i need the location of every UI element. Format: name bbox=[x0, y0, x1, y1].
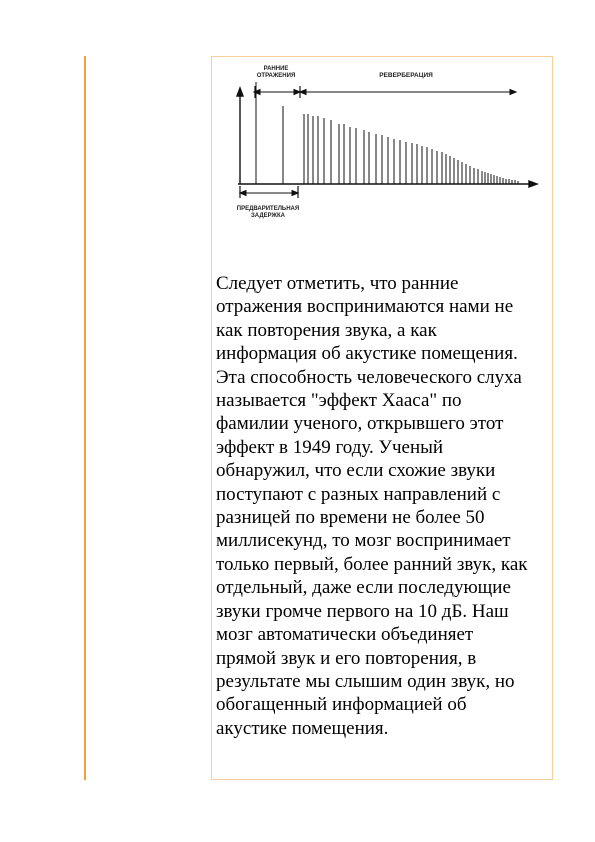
label-predelay-1: ПРЕДВАРИТЕЛЬНАЯ bbox=[236, 206, 300, 212]
article-line: акустике помещения. bbox=[216, 717, 389, 739]
article-line: разницей по времени не более 50 bbox=[216, 507, 485, 529]
article-line: фамилии ученого, открывшего этот bbox=[216, 413, 504, 435]
article-line: обогащенный информацией об bbox=[216, 694, 467, 716]
article-line: прямой звук и его повторения, в bbox=[216, 647, 477, 669]
left-accent-rule bbox=[84, 56, 86, 780]
label-early-reflections-1: РАННИЕ bbox=[263, 66, 289, 72]
article-line: эффект в 1949 году. Ученый bbox=[216, 436, 444, 458]
article-text bbox=[216, 272, 552, 740]
article-line: звуки громче первого на 10 дБ. Наш bbox=[216, 600, 509, 622]
article-line: поступают с разных направлений с bbox=[216, 483, 501, 505]
label-reverberation: РЕВЕРБЕРАЦИЯ bbox=[379, 72, 433, 79]
label-predelay-2: ЗАДЕРЖКА bbox=[251, 213, 285, 219]
reverb-diagram bbox=[224, 62, 544, 232]
article-line: только первый, более ранний звук, как bbox=[216, 553, 528, 575]
article-line: как повторения звука, а как bbox=[216, 319, 437, 341]
article-line: результате мы слышим один звук, но bbox=[216, 670, 515, 692]
article-line: Эта способность человеческого слуха bbox=[216, 366, 522, 388]
label-early-reflections-2: ОТРАЖЕНИЯ bbox=[256, 73, 296, 79]
article-line: информация об акустике помещения. bbox=[216, 343, 518, 365]
impulse-lines bbox=[256, 82, 518, 184]
article-line: обнаружил, что если схожие звуки bbox=[216, 460, 496, 482]
article-line: называется "эффект Хааса" по bbox=[216, 390, 462, 412]
article-line: мозг автоматически объединяет bbox=[216, 624, 474, 646]
article-line: Следует отметить, что ранние bbox=[216, 273, 459, 294]
article-line: отдельный, даже если последующие bbox=[216, 577, 511, 599]
article-line: миллисекунд, то мозг воспринимает bbox=[216, 530, 511, 552]
article-line: отражения воспринимаются нами не bbox=[216, 296, 514, 318]
